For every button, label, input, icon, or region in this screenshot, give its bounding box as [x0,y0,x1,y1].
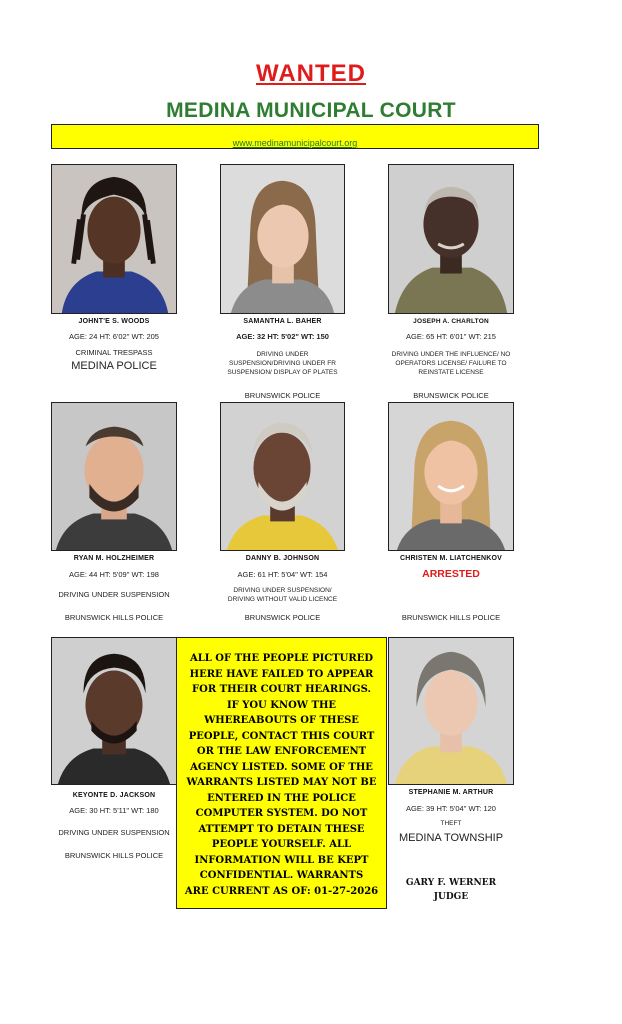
person-agency: BRUNSWICK HILLS POLICE [401,613,501,622]
notice-line: ATTEMPT TO DETAIN THESE [198,823,365,835]
person-agency: MEDINA POLICE [71,360,157,372]
person-charge: THEFT [440,820,462,827]
wanted-title: WANTED [256,60,366,87]
person-name: SAMANTHA L. BAHER [243,318,322,325]
person-stats: AGE: 24 HT: 6'02" WT: 205 [69,332,159,341]
person-agency: BRUNSWICK HILLS POLICE [64,613,164,622]
person-charge: DRIVING UNDER THE INFLUENCE/ NO OPERATORS LICENSE/ FAILURE TO REINSTATE LICENSE [391,351,511,376]
photo-christen-liatchenkov [388,402,514,551]
photo-samantha-baher [220,164,345,314]
person-stats: AGE: 32 HT: 5'02" WT: 150 [236,332,329,341]
person-charge: CRIMINAL TRESPASS [75,348,153,357]
notice-line: HERE HAVE FAILED TO APPEAR [189,668,374,680]
court-website-link[interactable]: www.medinamunicipalcourt.org [232,138,358,148]
url-banner [51,124,539,149]
person-stats: AGE: 30 HT: 5'11" WT: 180 [69,806,159,815]
notice-line: PEOPLE, CONTACT THIS COURT [188,730,375,742]
person-stats: AGE: 39 HT: 5'04" WT: 120 [406,804,496,813]
person-charge: DRIVING UNDER SUSPENSION [58,590,170,599]
person-charge: DRIVING UNDER SUSPENSION/DRIVING UNDER FR SUSPENSION/ DISPLAY OF PLATES [227,351,338,376]
person-name: STEPHANIE M. ARTHUR [408,789,494,796]
notice-line: PEOPLE YOURSELF. ALL [211,839,352,850]
notice-line: IF YOU KNOW THE [226,699,337,711]
person-agency: MEDINA TOWNSHIP [398,832,504,844]
photo-danny-johnson [220,402,345,551]
notice-line: FOR THEIR COURT HEARINGS. [192,684,371,695]
person-charge: DRIVING UNDER SUSPENSION/ DRIVING WITHOUT VALID LICENCE [227,587,338,603]
notice-line: WARRANTS LISTED MAY NOT BE [186,777,377,788]
notice-line: ALL OF THE PEOPLE PICTURED [189,653,374,664]
person-name: JOHNT'E S. WOODS [78,318,150,325]
person-name: RYAN M. HOLZHEIMER [73,555,155,562]
person-agency: BRUNSWICK POLICE [413,391,489,400]
person-agency: BRUNSWICK POLICE [244,391,321,400]
judge-name: GARY F. WERNER [405,878,497,888]
notice-line: ENTERED IN THE POLICE [207,792,356,804]
person-name: CHRISTEN M. LIATCHENKOV [399,555,503,562]
notice-line: CONFIDENTIAL. WARRANTS [199,870,364,881]
notice-line: COMPUTER SYSTEM. DO NOT [195,808,368,819]
person-stats: AGE: 65 HT: 6'01" WT: 215 [406,332,496,341]
notice-line: AGENCY LISTED. SOME OF THE [190,761,373,773]
person-agency: BRUNSWICK POLICE [244,613,321,622]
person-stats: AGE: 44 HT: 5'09" WT: 198 [69,570,159,579]
person-charge: DRIVING UNDER SUSPENSION [58,828,170,837]
photo-joseph-charlton [388,164,514,314]
judge-signature [388,876,514,904]
notice-line: INFORMATION WILL BE KEPT [194,854,369,866]
warning-notice [176,637,387,909]
judge-title: JUDGE [433,892,469,902]
photo-keyonte-jackson [51,637,177,785]
person-name: KEYONTE D. JACKSON [72,792,156,799]
photo-stephanie-arthur [388,637,514,785]
person-agency: BRUNSWICK HILLS POLICE [64,851,164,860]
notice-line: WHEREABOUTS OF THESE [204,715,359,726]
person-stats: AGE: 61 HT: 5'04" WT: 154 [237,570,328,579]
status-arrested: ARRESTED [422,568,480,580]
person-name: DANNY B. JOHNSON [245,555,320,562]
photo-ryan-holzheimer [51,402,177,551]
person-name: JOSEPH A. CHARLTON [413,318,489,325]
photo-johnte-woods [51,164,177,314]
court-name: MEDINA MUNICIPAL COURT [166,99,456,122]
notice-line: OR THE LAW ENFORCEMENT [196,746,367,757]
notice-line: ARE CURRENT AS OF: 01-27-2026 [184,885,379,897]
